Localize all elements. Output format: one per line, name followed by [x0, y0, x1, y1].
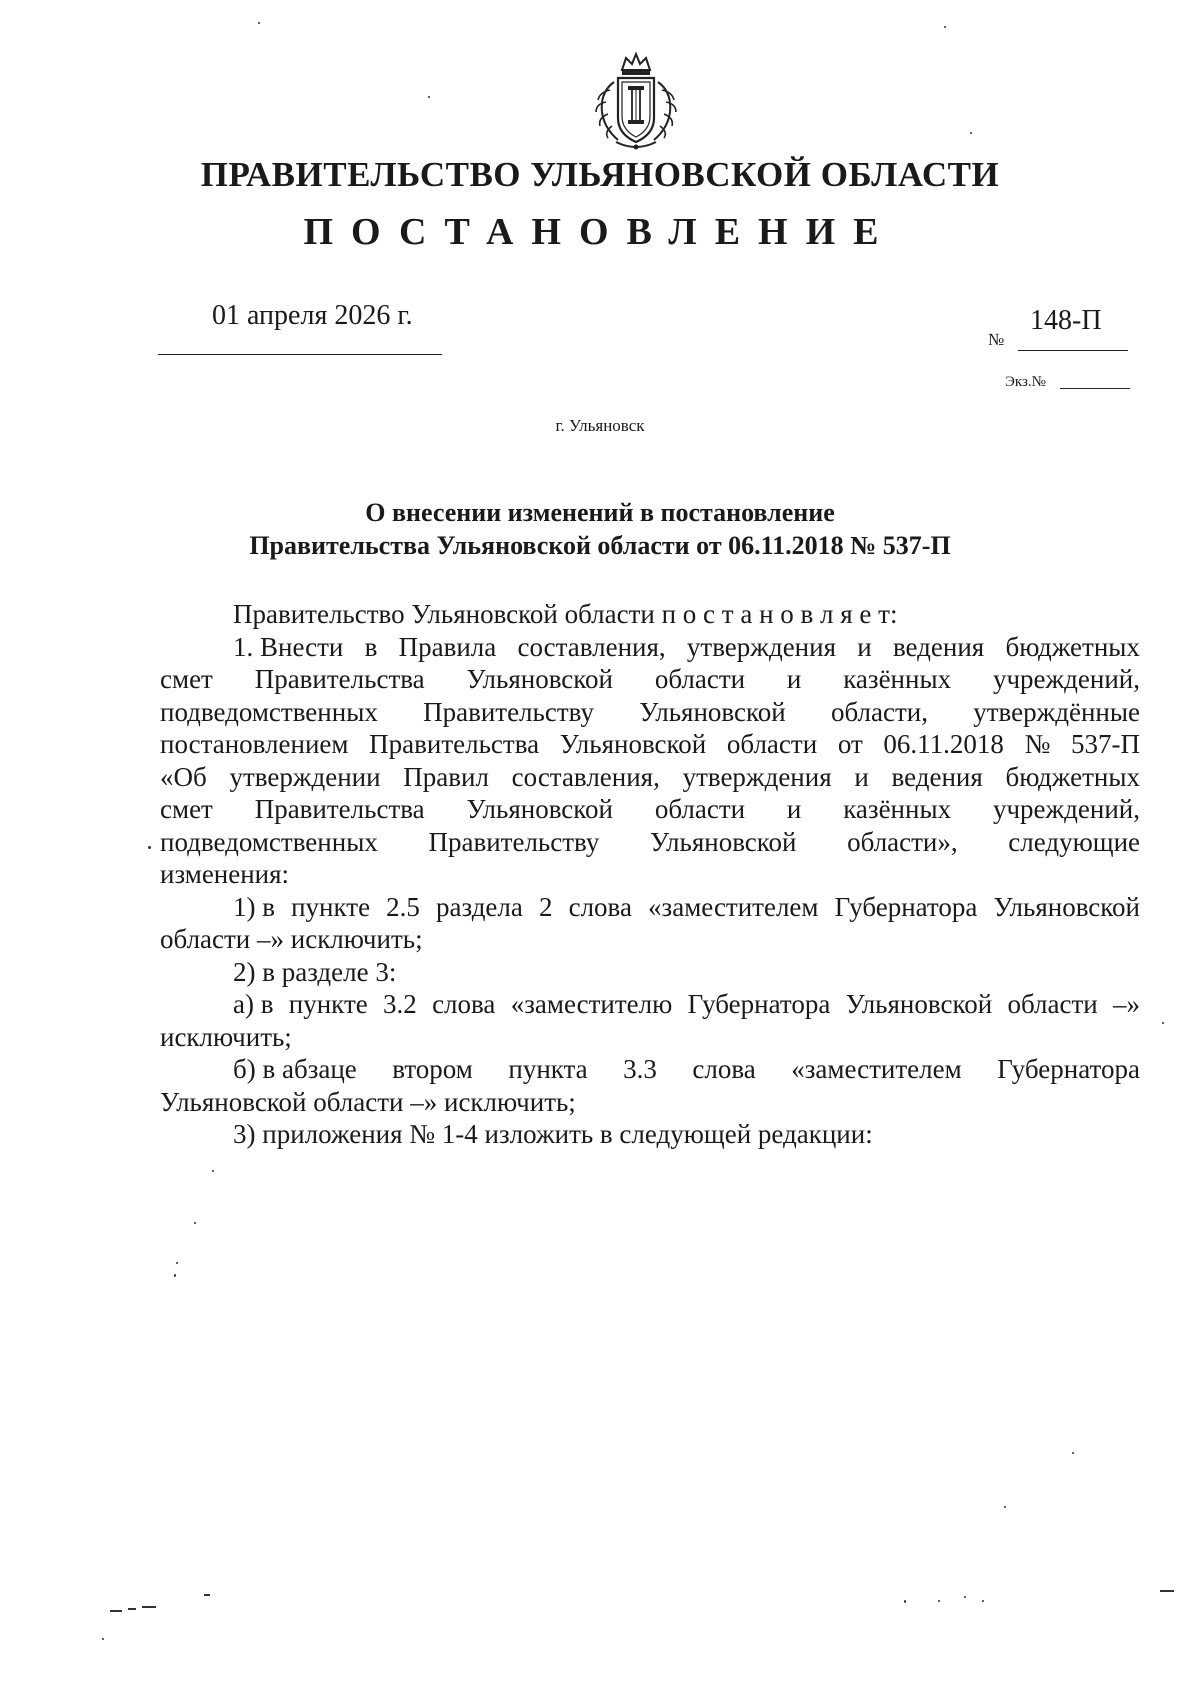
scan-speck	[964, 1596, 966, 1598]
body-word: казённых	[843, 664, 952, 694]
document-subject	[0, 496, 1200, 562]
scan-speck	[938, 1600, 940, 1602]
scan-speck	[102, 1638, 104, 1640]
body-word: а) в	[233, 989, 274, 1019]
body-word: учреждений,	[992, 794, 1140, 824]
body-word: области	[654, 664, 746, 694]
scan-speck	[1072, 1452, 1074, 1454]
body-word: области,	[830, 696, 928, 727]
body-word: б) в абзаце	[233, 1054, 357, 1084]
body-word: Губернатора	[834, 891, 978, 922]
body-line: изменения:	[160, 859, 290, 889]
body-word: следующие	[1008, 826, 1140, 857]
body-line: 2) в разделе 3:	[233, 956, 397, 987]
subject-line: Правительства Ульяновской области от 06.11.2018 № 537-П	[249, 531, 951, 560]
body-word: слова	[692, 1054, 756, 1084]
body-word: Ульяновской	[639, 696, 786, 727]
city-name: г. Ульяновск	[555, 416, 645, 435]
body-word: 1) в	[233, 891, 275, 922]
body-line: исключить;	[160, 1021, 292, 1052]
body-word: Ульяновской	[559, 729, 707, 759]
number-sign: №	[988, 330, 1005, 349]
body-word: казённых	[843, 794, 952, 824]
body-word: составления,	[511, 761, 660, 792]
body-word: бюджетных	[1005, 761, 1140, 792]
body-word: утверждения	[682, 761, 832, 792]
scan-speck	[258, 22, 260, 24]
body-word: «заместителем	[791, 1054, 962, 1084]
body-line	[160, 663, 1140, 696]
coat-of-arms-icon	[588, 52, 684, 156]
body-word: и	[786, 794, 802, 824]
body-word: «заместителем	[648, 891, 819, 922]
government-title: ПРАВИТЕЛЬСТВО УЛЬЯНОВСКОЙ ОБЛАСТИ	[200, 155, 1000, 194]
body-word: постановлением	[160, 729, 349, 759]
scan-speck	[982, 1600, 984, 1602]
copy-number-underline	[1060, 388, 1130, 389]
body-word: учреждений,	[992, 664, 1140, 694]
body-word: области	[1007, 989, 1098, 1019]
body-word: и	[854, 761, 869, 792]
body-word: 537-П	[1071, 729, 1140, 759]
body-word: раздела	[436, 891, 523, 922]
body-line	[160, 728, 1140, 761]
body-word: Правительству	[428, 826, 600, 857]
body-word: Правительства	[254, 664, 425, 694]
body-word: Ульяновской	[993, 891, 1140, 922]
scan-mark	[204, 1594, 210, 1596]
scan-speck	[1004, 1506, 1006, 1508]
body-word: смет	[160, 664, 213, 694]
body-word: Ульяновской	[466, 794, 613, 824]
body-word: утверждённые	[973, 696, 1140, 727]
number-underline	[1018, 350, 1128, 351]
body-word: пункта	[508, 1054, 588, 1084]
body-word: и	[857, 631, 872, 662]
body-word: Ульяновской	[845, 989, 993, 1019]
scan-speck	[174, 1274, 176, 1277]
document-date: 01 апреля 2026 г.	[212, 300, 413, 331]
body-word: Правил	[403, 761, 489, 792]
scan-speck	[212, 1170, 214, 1172]
date-underline	[158, 354, 442, 355]
scan-mark	[142, 1606, 156, 1608]
scan-speck	[904, 1600, 906, 1603]
body-word: смет	[160, 794, 213, 824]
body-word: «заместителю	[510, 989, 673, 1019]
document-number: 148-П	[1030, 305, 1102, 336]
scan-speck	[194, 1222, 196, 1224]
body-word: Ульяновской	[649, 826, 797, 857]
body-word: бюджетных	[1005, 631, 1140, 662]
body-line	[160, 793, 1140, 826]
body-line	[160, 696, 1140, 729]
document-type-title: ПОСТАНОВЛЕНИЕ	[303, 211, 897, 253]
body-word: от	[837, 729, 863, 759]
body-word: 3.3	[623, 1054, 657, 1084]
body-word: Губернатора	[997, 1054, 1140, 1084]
body-line: Правительство Ульяновской области п о с т а н о в л я е т:	[233, 599, 898, 629]
body-word: Ульяновской	[466, 664, 613, 694]
body-word: области»,	[847, 826, 958, 857]
subject-line: О внесении изменений в постановление	[365, 498, 835, 527]
body-word: «Об	[160, 761, 207, 792]
body-word: –»	[1113, 989, 1140, 1019]
body-word: слова	[432, 989, 496, 1019]
body-word: 1. Внести	[233, 631, 344, 662]
body-word: Губернатора	[687, 989, 831, 1019]
body-line: 3) приложения № 1-4 изложить в следующей редакции:	[233, 1119, 873, 1149]
body-line: Ульяновской области –» исключить;	[160, 1086, 576, 1117]
scan-speck	[1162, 1022, 1164, 1024]
body-word: области	[726, 729, 818, 759]
body-line	[160, 631, 1140, 664]
body-word: ведения	[891, 761, 983, 792]
body-word: подведомственных	[160, 696, 378, 727]
body-line	[160, 761, 1140, 794]
body-line	[160, 826, 1140, 859]
body-line	[160, 891, 1140, 924]
body-word: пункте	[288, 989, 368, 1019]
scan-speck	[428, 96, 430, 98]
body-word: ведения	[892, 631, 985, 662]
scan-speck	[970, 132, 972, 134]
body-word: 2	[538, 891, 553, 922]
body-word: пункте	[291, 891, 371, 922]
scan-speck	[148, 846, 151, 849]
body-line: области –» исключить;	[160, 924, 423, 954]
scan-speck	[176, 1262, 178, 1264]
body-word: Правительству	[423, 696, 594, 727]
document-body	[160, 598, 1140, 1151]
body-word: и	[786, 664, 802, 694]
scan-mark	[110, 1610, 122, 1612]
body-word: Правила	[398, 631, 497, 662]
body-line	[160, 988, 1140, 1021]
copy-number-label: Экз.№	[1005, 374, 1046, 390]
body-word: 3.2	[383, 989, 417, 1019]
body-word: втором	[392, 1054, 473, 1084]
body-word: утверждении	[229, 761, 381, 792]
body-word: утверждения	[686, 631, 836, 662]
body-word: слова	[568, 891, 632, 922]
body-word: 2.5	[386, 891, 420, 922]
body-word: области	[654, 794, 746, 824]
body-word: №	[1024, 729, 1051, 759]
body-word: Правительства	[369, 729, 540, 759]
body-word: в	[364, 631, 378, 662]
body-line	[160, 1053, 1140, 1086]
body-word: подведомственных	[160, 826, 378, 857]
scan-mark	[1160, 1590, 1174, 1592]
body-word: составления,	[517, 631, 666, 662]
body-word: Правительства	[254, 794, 425, 824]
scan-speck	[944, 26, 946, 28]
scan-mark	[128, 1608, 136, 1610]
body-word: 06.11.2018	[883, 729, 1004, 759]
